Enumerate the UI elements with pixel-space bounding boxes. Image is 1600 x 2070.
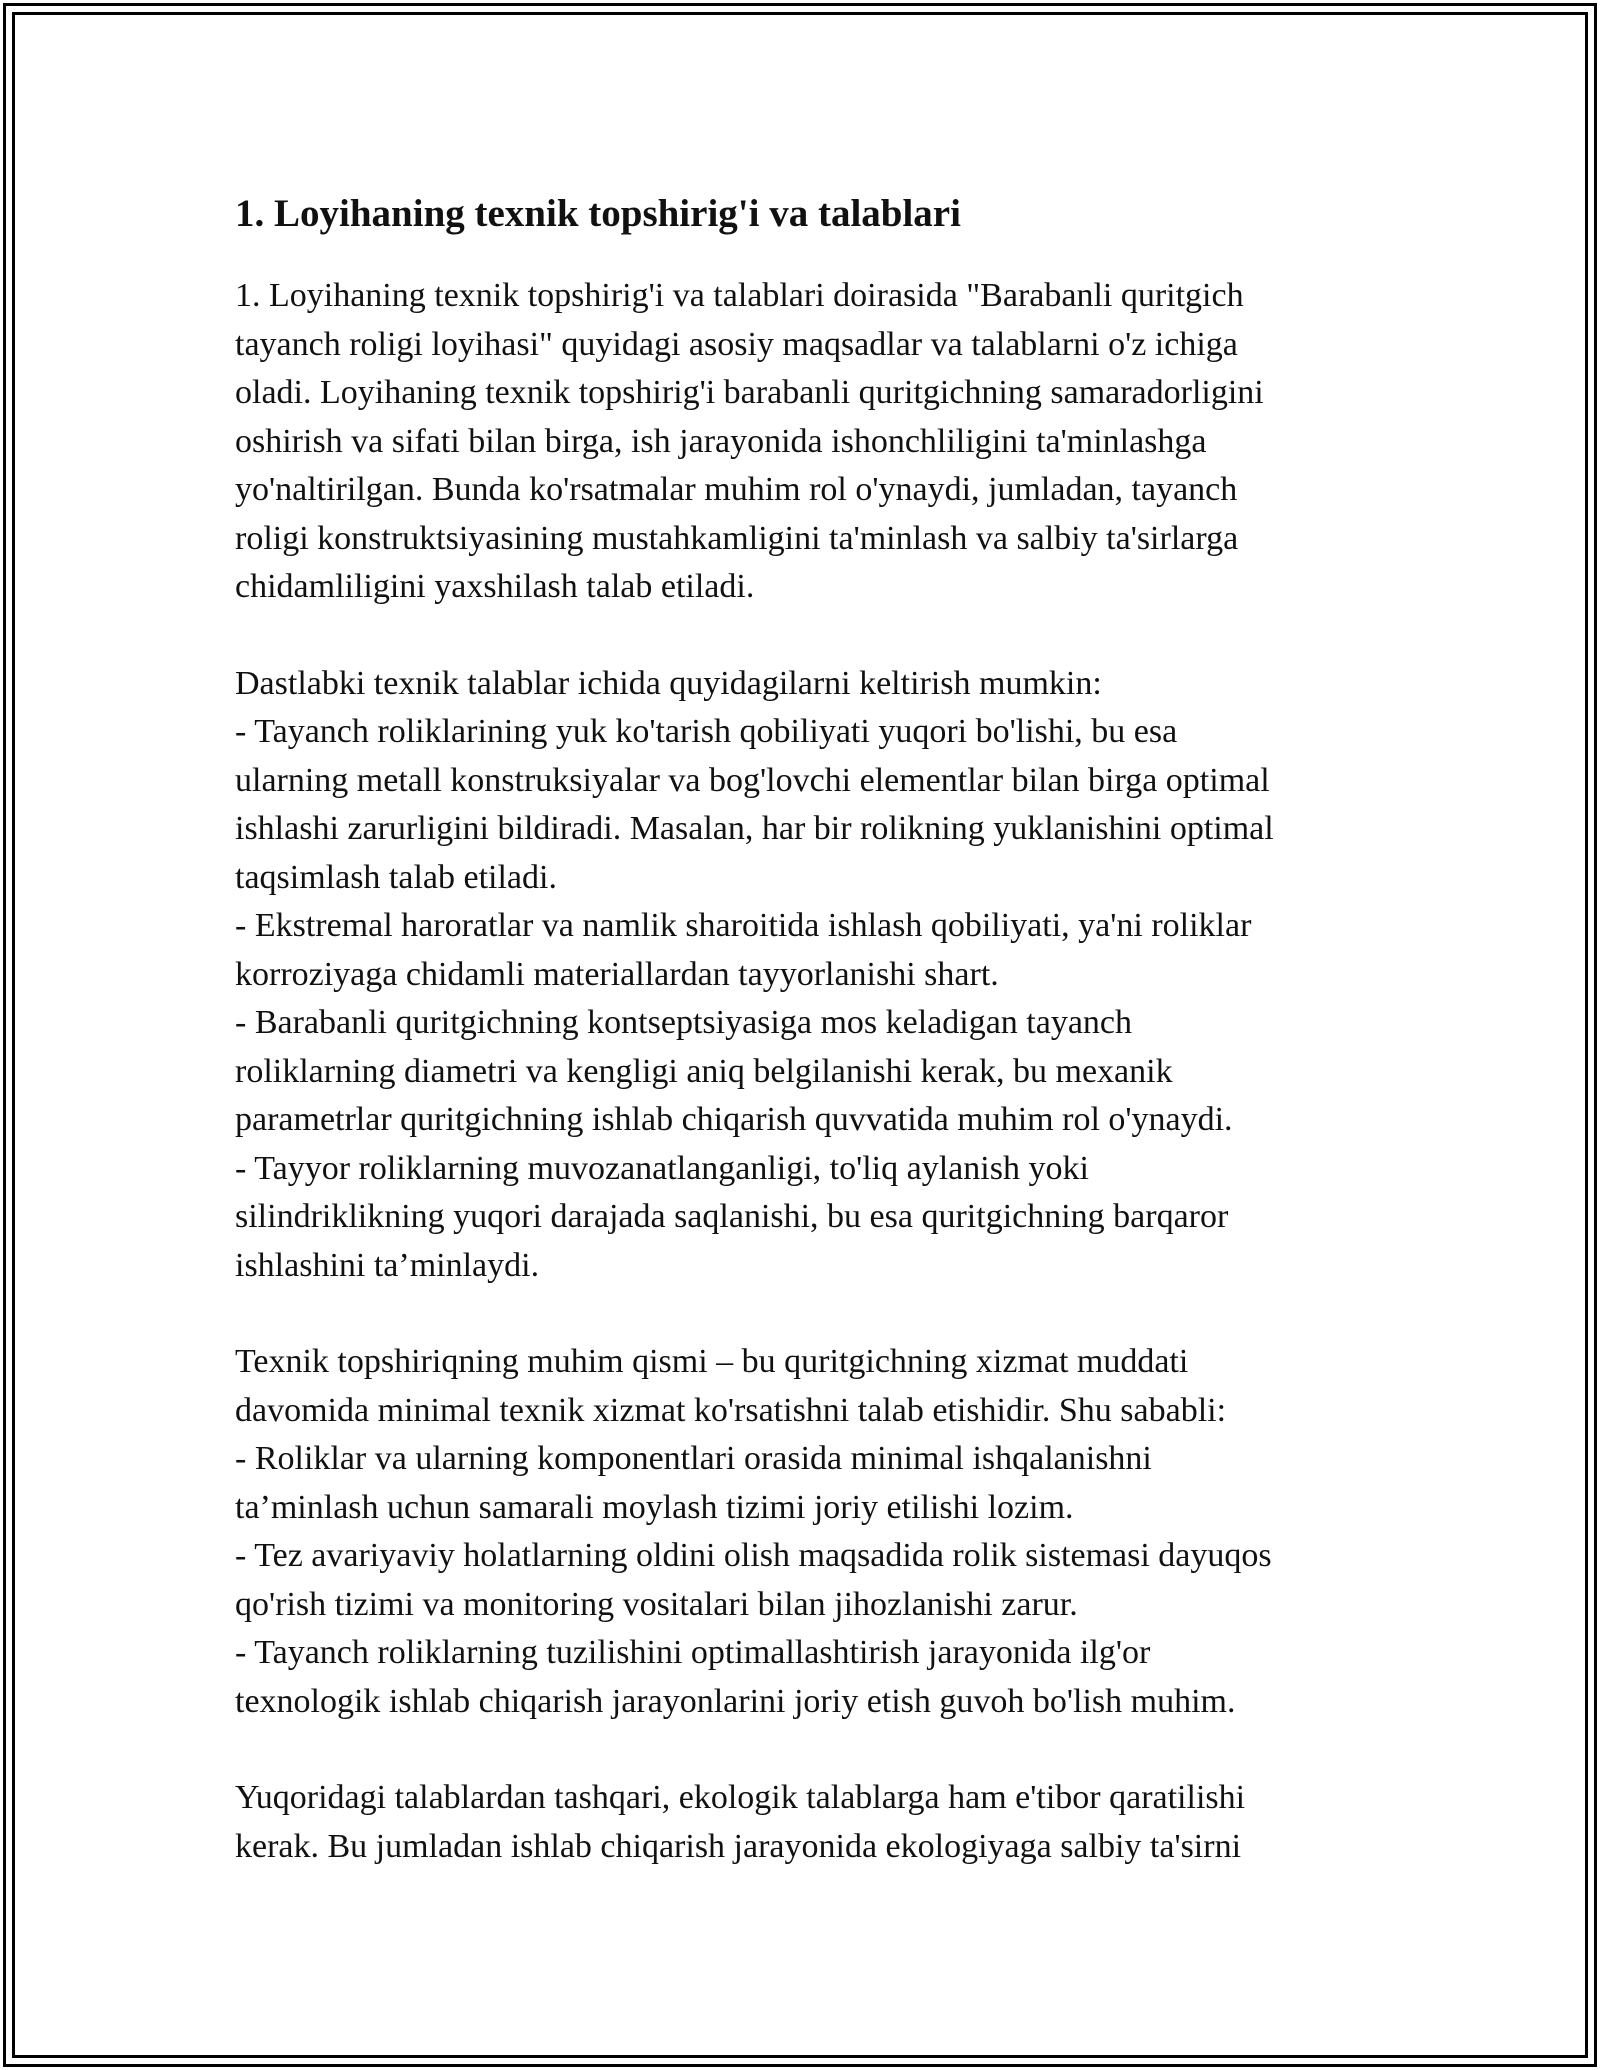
paragraph-intro [235, 272, 1375, 612]
text-line: oladi. Loyihaning texnik topshirig'i barabanli quritgichning samaradorligini [235, 374, 1264, 411]
list-item-line: - Barabanli quritgichning kontseptsiyasiga mos keladigan tayanch [235, 1004, 1132, 1041]
text-line: Dastlabki texnik talablar ichida quyidagilarni keltirish mumkin: [235, 664, 1102, 702]
text-line: Texnik topshiriqning muhim qismi – bu quritgichning xizmat muddati [235, 1343, 1189, 1380]
text-line: davomida minimal texnik xizmat ko'rsatishni talab etishidir. Shu sababli: [235, 1391, 1227, 1429]
text-line: texnologik ishlab chiqarish jarayonlarini joriy etish guvoh bo'lish muhim. [235, 1682, 1236, 1720]
list-item-line: - Tayanch roliklarning tuzilishini optimallashtirish jarayonida ilg'or [235, 1634, 1151, 1671]
list-item-line: - Ekstremal haroratlar va namlik sharoitida ishlash qobiliyati, ya'ni roliklar [235, 907, 1252, 944]
text-line: roliklarning diametri va kengligi aniq belgilanishi kerak, bu mexanik [235, 1052, 1173, 1090]
paragraph-initial-requirements [235, 660, 1375, 1291]
text-line: qo'rish tizimi va monitoring vositalari bilan jihozlanishi zarur. [235, 1585, 1078, 1623]
document-body [235, 186, 1375, 1919]
text-line: ta’minlash uchun samarali moylash tizimi joriy etilishi lozim. [235, 1488, 1074, 1526]
text-line: ishlashi zarurligini bildiradi. Masalan, har bir rolikning yuklanishini optimal [235, 810, 1274, 847]
text-line: kerak. Bu jumladan ishlab chiqarish jarayonida ekologiyaga salbiy ta'sirni [235, 1827, 1242, 1865]
text-line: yo'naltirilgan. Bunda ko'rsatmalar muhim rol o'ynaydi, jumladan, tayanch [235, 471, 1238, 508]
list-item-line: - Tayyor roliklarning muvozanatlanganligi, to'liq aylanish yoki [235, 1149, 1089, 1187]
text-line: tayanch roligi loyihasi" quyidagi asosiy maqsadlar va talablarni o'z ichiga [235, 325, 1238, 363]
list-item-line: - Tayanch roliklarining yuk ko'tarish qobiliyati yuqori bo'lishi, bu esa [235, 713, 1178, 750]
text-line: korroziyaga chidamli materiallardan tayyorlanishi shart. [235, 955, 999, 993]
text-line: 1. Loyihaning texnik topshirig'i va talablari doirasida "Barabanli quritgich [235, 277, 1244, 314]
text-line: parametrlar quritgichning ishlab chiqarish quvvatida muhim rol o'ynaydi. [235, 1101, 1233, 1138]
text-line: chidamliligini yaxshilash talab etiladi. [235, 568, 755, 605]
paragraph-ecology [235, 1774, 1375, 1871]
list-item-line: - Tez avariyaviy holatlarning oldini olish maqsadida rolik sistemasi dayuqos [235, 1537, 1272, 1574]
text-line: ishlashini ta’minlaydi. [235, 1246, 540, 1284]
text-line: oshirish va sifati bilan birga, ish jarayonida ishonchliligini ta'minlashga [235, 422, 1207, 460]
section-heading: 1. Loyihaning texnik topshirig'i va talablari [235, 192, 961, 235]
text-line: ularning metall konstruksiyalar va bog'lovchi elementlar bilan birga optimal [235, 761, 1270, 799]
text-line: taqsimlash talab etiladi. [235, 858, 557, 896]
text-line: silindriklikning yuqori darajada saqlanishi, bu esa quritgichning barqaror [235, 1198, 1229, 1235]
text-line: Yuqoridagi talablardan tashqari, ekologik talablarga ham e'tibor qaratilishi [235, 1779, 1246, 1816]
paragraph-maintenance [235, 1338, 1375, 1726]
text-line: roligi konstruktsiyasining mustahkamligini ta'minlash va salbiy ta'sirlarga [235, 519, 1239, 557]
list-item-line: - Roliklar va ularning komponentlari orasida minimal ishqalanishni [235, 1440, 1152, 1477]
